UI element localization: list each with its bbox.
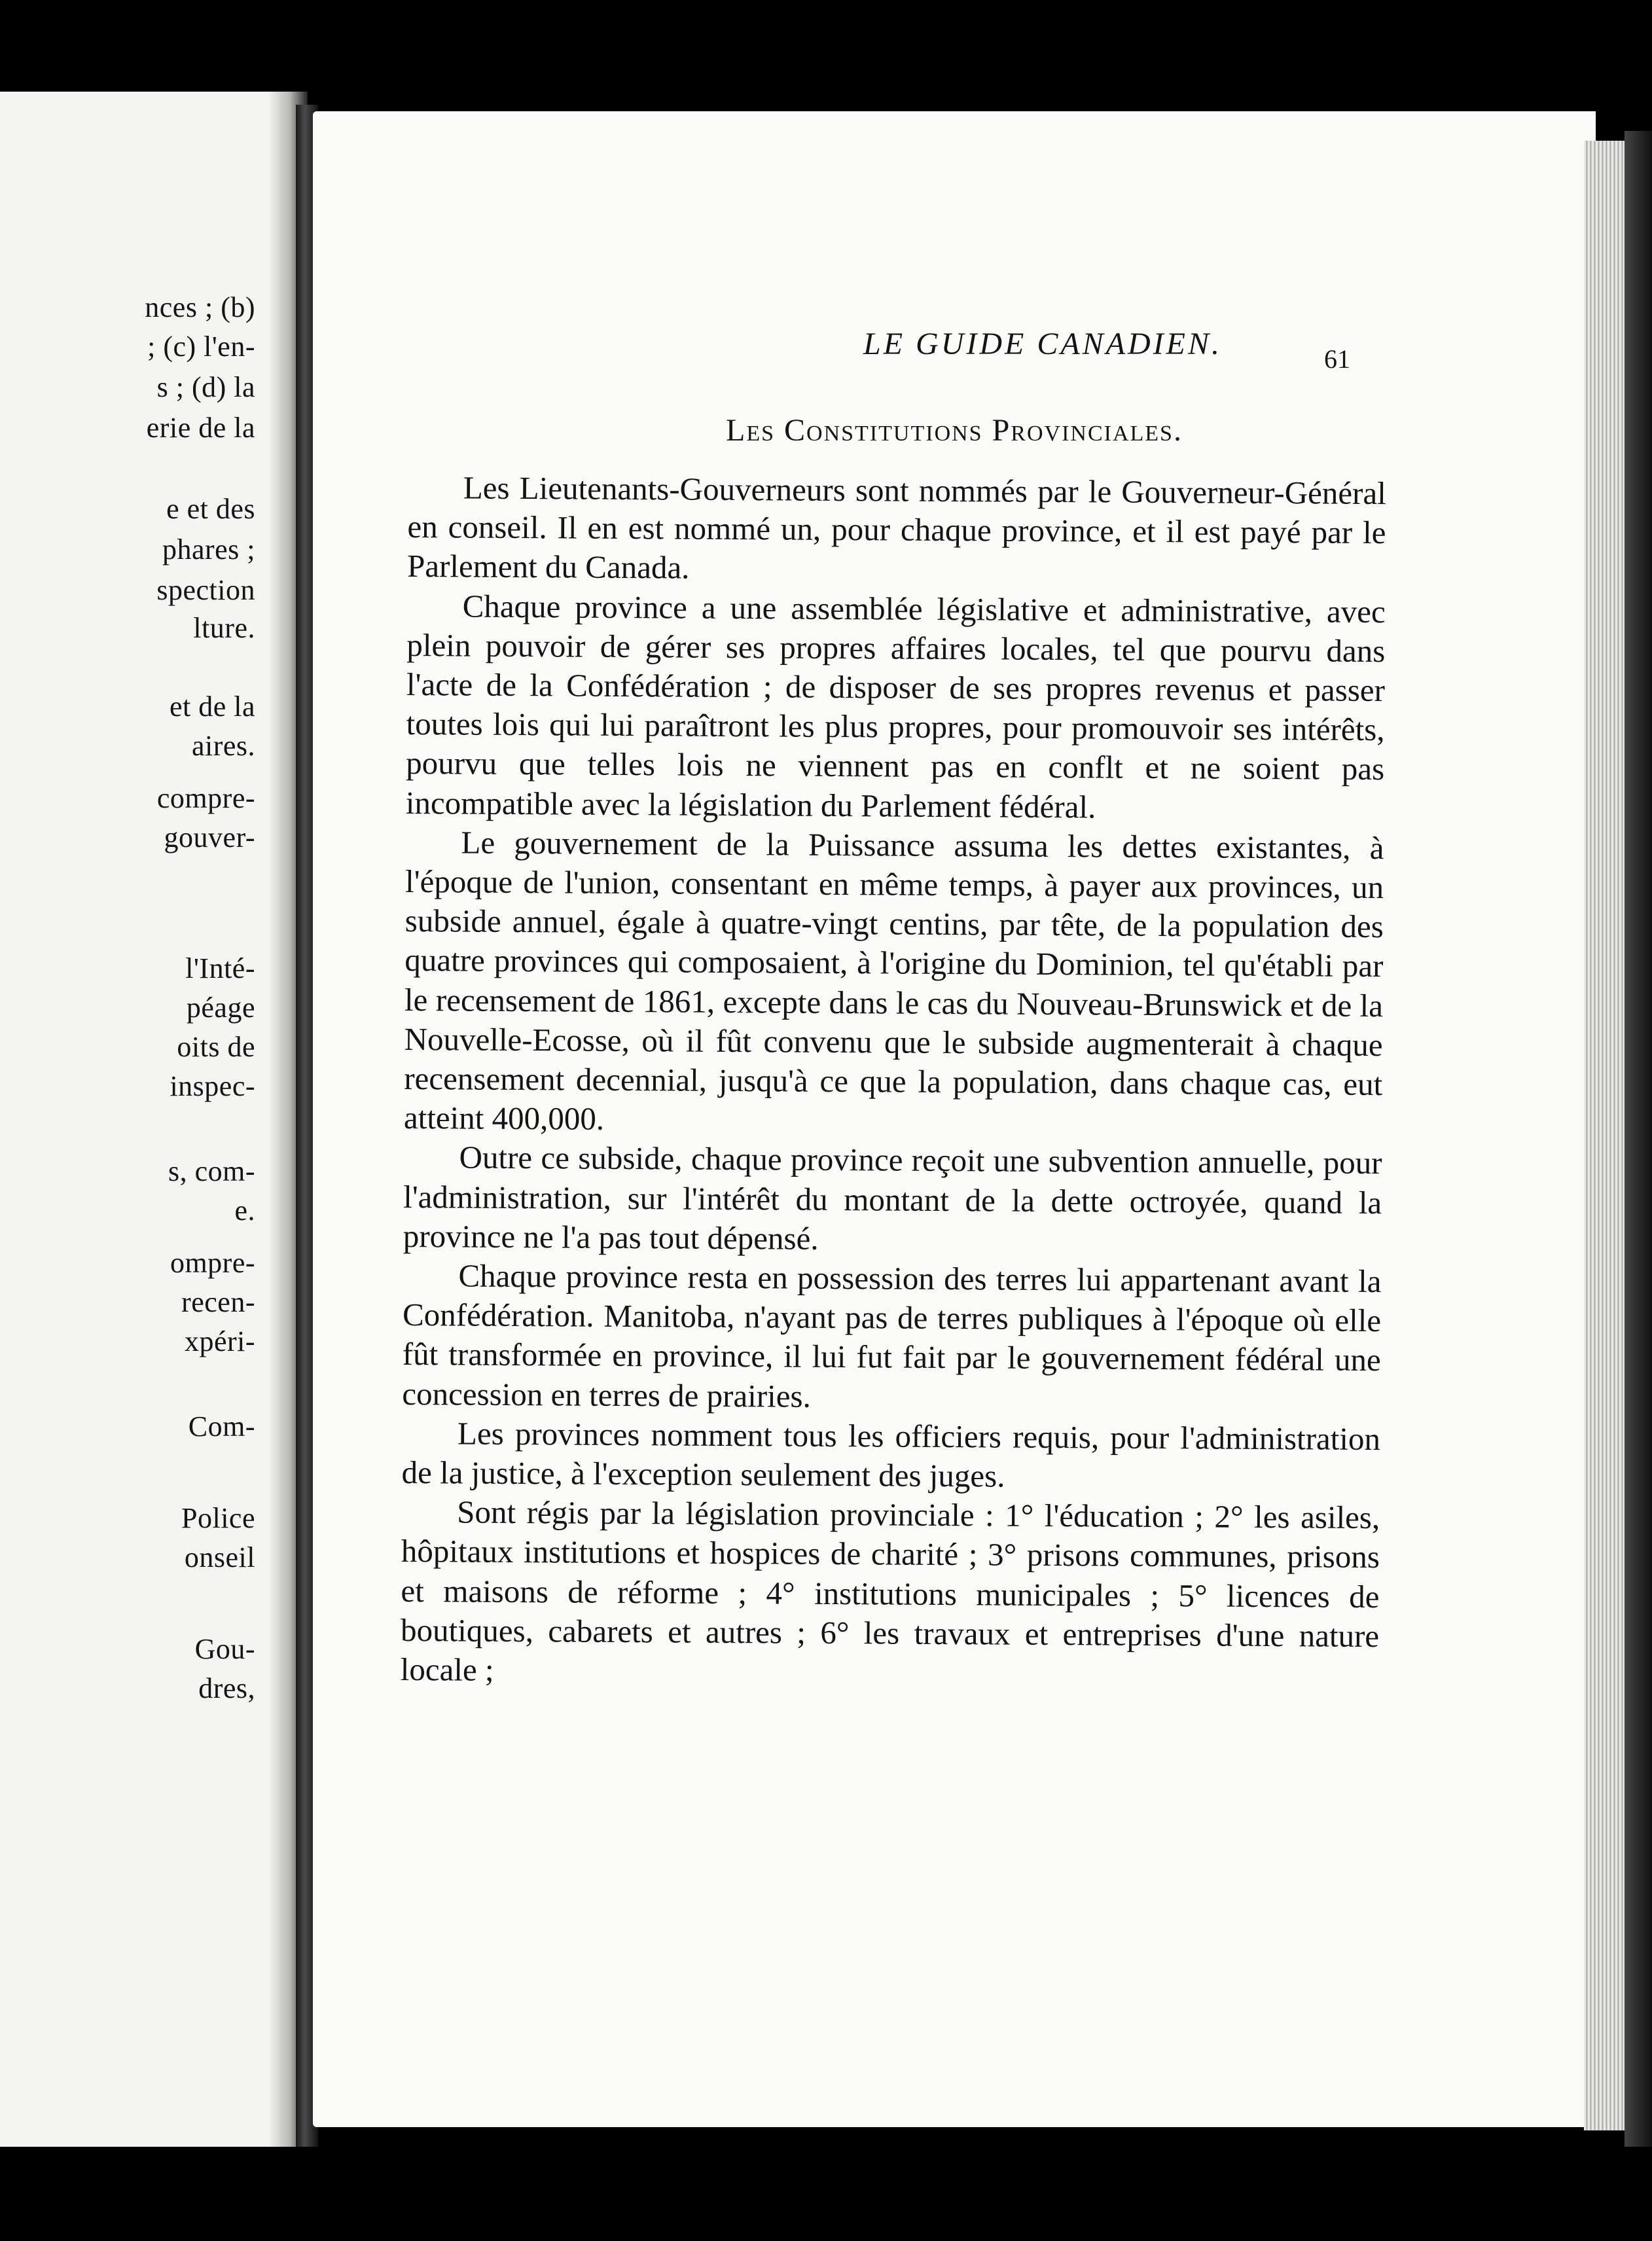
left-page-line: compre- [156,782,255,814]
left-page-line: Gou- [194,1633,255,1665]
paragraph: Le gouvernement de la Puissance assuma les dettes existantes, à l'époque de l'union, consentant en même temps, à payer aux provinces, un subside annuel, égale à quatre-vingt centins, par tête, de la population des quatre provinces qui composaient, à l'origine du Dominion, tel qu'établi par le recensement de 1861, excepte dans le cas du Nouveau-Brunswick et de la Nouvelle-Ecosse, où il fût convenu que le subside augmenterait à chaque recensement decennial, jusqu'à ce que la population, dans chaque cas, eut atteint 400,000. [403,824,1384,1138]
paragraph: Chaque province a une assemblée législative et administrative, avec plein pouvoir de gérer ses propres affaires locales, tel que pourvu dans l'acte de la Confédération ; de disposer de ses propres revenus et passer toutes lois qui lui paraîtront les plus propres, pour promouvoir ses intérêts, pourvu que telles lois ne viennent pas en conflt et ne soient pas incompatible avec la législation du Parlement fédéral. [405,588,1386,825]
left-page-line: nces ; (b) [145,291,255,323]
left-page-line: lture. [193,612,255,644]
left-page-line: péage [186,992,255,1024]
paragraph: Chaque province resta en possession des terres lui appartenant avant la Confédération. Manitoba, n'ayant pas de terres publiques à l'époque où elle fût transformée en province, il lui fut fait par le gouvernement fédéral une concession en terres de prairies. [402,1257,1382,1414]
left-page-line: s ; (d) la [156,371,255,403]
page-edges [1584,141,1625,2130]
left-page-line: Com- [188,1410,255,1443]
left-page-line: phares ; [162,533,255,565]
left-page-line: ompre- [170,1247,255,1279]
left-page-line: et de la [169,690,255,723]
left-page-line: aires. [191,730,255,762]
left-page-line: onseil [184,1541,255,1573]
left-page-line: ; (c) l'en- [147,331,255,363]
book-edge-shadow [1625,131,1652,2147]
left-page-line: Police [181,1502,255,1534]
left-page-line: l'Inté- [185,952,255,984]
left-page-line: recen- [181,1286,255,1318]
paragraph: Les Lieutenants-Gouverneurs sont nommés par le Gouverneur-Général en conseil. Il en est nommé un, pour chaque province, et il est payé par le Parlement du Canada. [406,469,1386,586]
left-page-line: xpéri- [184,1325,255,1357]
left-page-line: e. [234,1194,255,1227]
left-page-line: s, com- [168,1155,255,1187]
paragraph: Sont régis par la législation provinciale : 1° l'éducation ; 2° les asiles, hôpitaux institutions et hospices de charité ; 3° prisons communes, prisons et maisons de réforme ; 4° institutions municipales ; 5° licences de boutiques, cabarets et autres ; 6° les travaux et entreprises d'une nature locale ; [400,1494,1380,1688]
page-61 [313,111,1596,2127]
left-page-line: spection [156,574,255,606]
left-page-line: oits de [177,1031,255,1063]
left-page-line: dres, [198,1672,255,1704]
page-number: 61 [1324,344,1350,374]
paragraph: Les provinces nomment tous les officiers requis, pour l'administration de la justice, à l'exception seulement des juges. [401,1415,1381,1494]
left-page-line: gouver- [164,821,255,853]
left-page-line: inspec- [170,1070,255,1102]
section-title: Les Constitutions Provinciales. [726,413,1183,448]
left-page-line: e et des [166,493,255,525]
body-text [401,468,1386,1695]
running-head: LE GUIDE CANADIEN. [863,327,1222,361]
left-page-line: erie de la [146,412,255,444]
paragraph: Outre ce subside, chaque province reçoit une subvention annuelle, pour l'administration, sur l'intérêt du montant de la dette octroyée, quand la province ne l'a pas tout dépensé. [403,1139,1382,1257]
left-page-fragment [0,92,308,2147]
